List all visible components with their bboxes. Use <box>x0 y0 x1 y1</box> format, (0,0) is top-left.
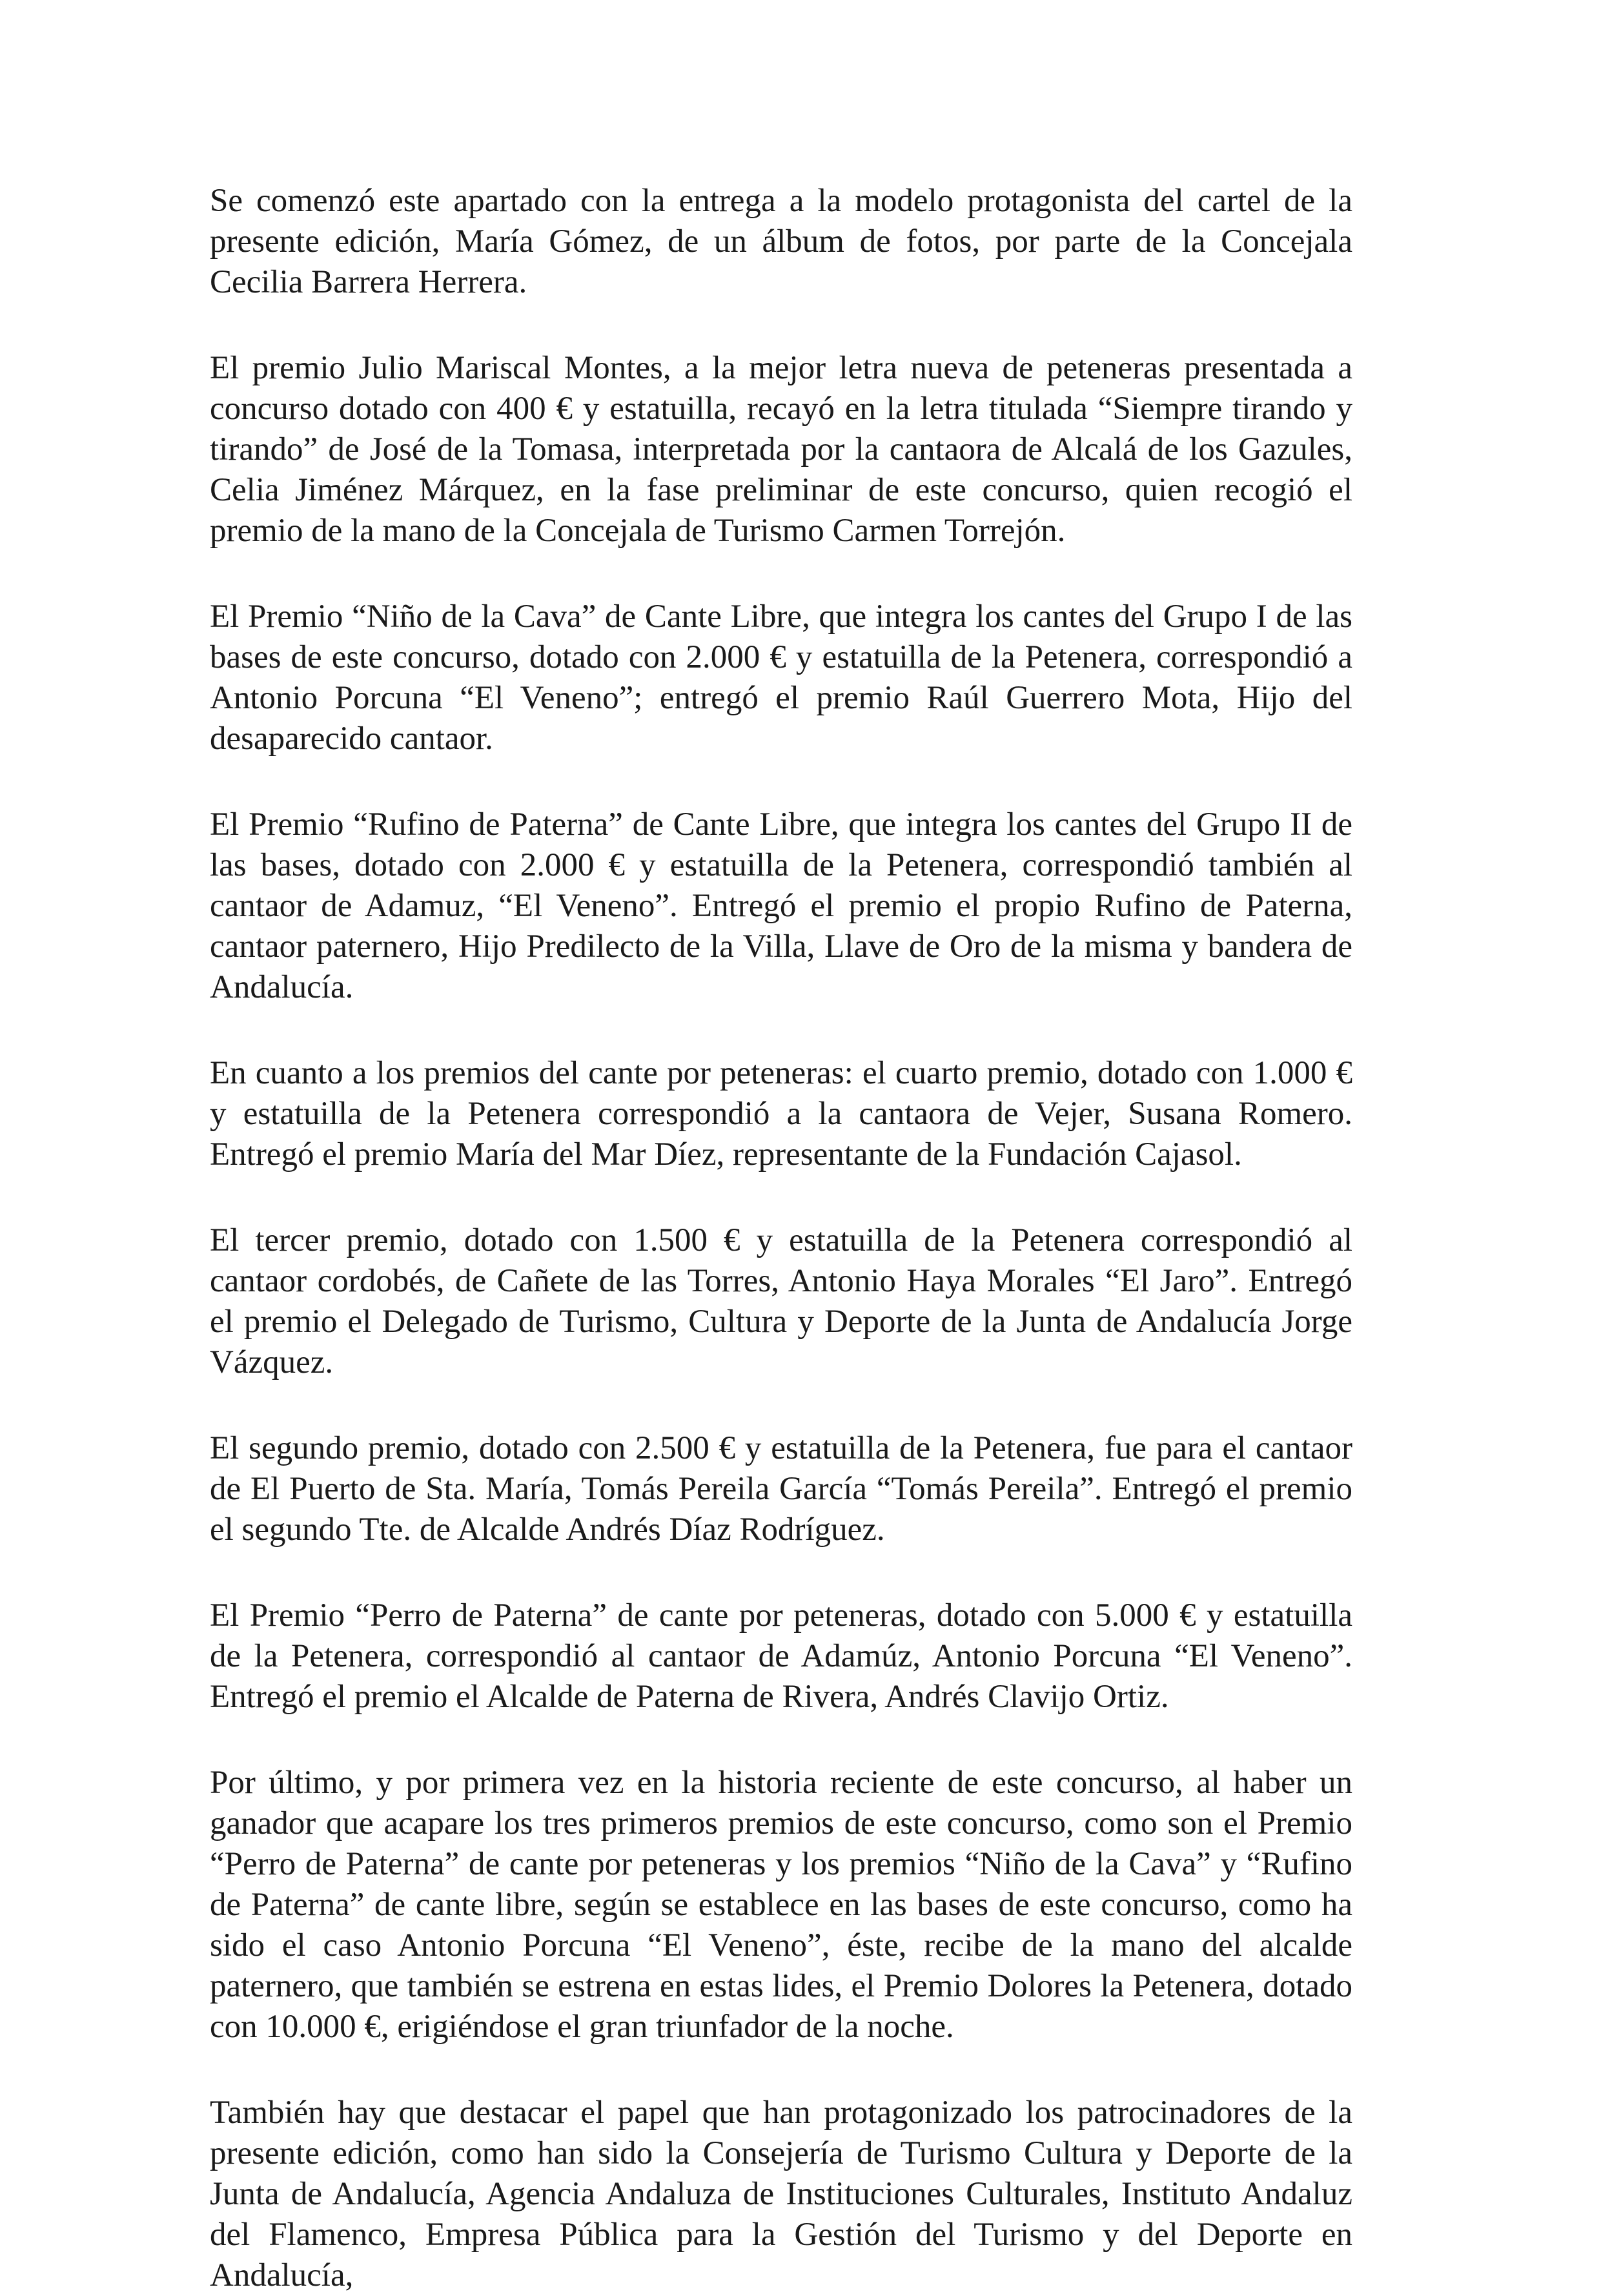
paragraph-intro: Se comenzó este apartado con la entrega a la modelo protagonista del cartel de la presente edición, María Gómez, de un álbum de fotos, por parte de la Concejala Cecilia Barrera Herrera. <box>210 183 1352 300</box>
paragraph-premio-nino-de-la-cava: El Premio “Niño de la Cava” de Cante Libre, que integra los cantes del Grupo I de las bases de este concurso, dotado con 2.000 € y estatuilla de la Petenera, correspondió a Antonio Porcuna “El Veneno”; entregó el premio Raúl Guerrero Mota, Hijo del desaparecido cantaor. <box>210 599 1352 757</box>
paragraph-patrocinadores: También hay que destacar el papel que han protagonizado los patrocinadores de la presente edición, como han sido la Consejería de Turismo Cultura y Deporte de la Junta de Andalucía, Agencia Andaluza de Instituciones Culturales, Instituto Andaluz del Flamenco, Empresa Pública para la Gestión del Turismo y del Deporte en Andalucía, <box>210 2095 1352 2293</box>
paragraph-premio-julio-mariscal: El premio Julio Mariscal Montes, a la mejor letra nueva de peteneras presentada a concurso dotado con 400 € y estatuilla, recayó en la letra titulada “Siempre tirando y tirando” de José de la Tomasa, interpretada por la cantaora de Alcalá de los Gazules, Celia Jiménez Márquez, en la fase preliminar de este concurso, quien recogió el premio de la mano de la Concejala de Turismo Carmen Torrejón. <box>210 350 1352 549</box>
paragraph-premio-rufino-de-paterna: El Premio “Rufino de Paterna” de Cante Libre, que integra los cantes del Grupo II de las bases, dotado con 2.000 € y estatuilla de la Petenera, correspondió también al cantaor de Adamuz, “El Veneno”. Entregó el premio el propio Rufino de Paterna, cantaor paternero, Hijo Predilecto de la Villa, Llave de Oro de la misma y bandera de Andalucía. <box>210 806 1352 1005</box>
paragraph-segundo-premio: El segundo premio, dotado con 2.500 € y estatuilla de la Petenera, fue para el cantaor de El Puerto de Sta. María, Tomás Pereila García “Tomás Pereila”. Entregó el premio el segundo Tte. de Alcalde Andrés Díaz Rodríguez. <box>210 1430 1352 1548</box>
document-body <box>210 181 1352 2296</box>
paragraph-cuarto-premio: En cuanto a los premios del cante por peteneras: el cuarto premio, dotado con 1.000 € y estatuilla de la Petenera correspondió a la cantaora de Vejer, Susana Romero. Entregó el premio María del Mar Díez, representante de la Fundación Cajasol. <box>210 1055 1352 1173</box>
paragraph-premio-perro-de-paterna: El Premio “Perro de Paterna” de cante por peteneras, dotado con 5.000 € y estatuilla de la Petenera, correspondió al cantaor de Adamúz, Antonio Porcuna “El Veneno”. Entregó el premio el Alcalde de Paterna de Rivera, Andrés Clavijo Ortiz. <box>210 1597 1352 1715</box>
paragraph-premio-dolores-la-petenera: Por último, y por primera vez en la historia reciente de este concurso, al haber un ganador que acapare los tres primeros premios de este concurso, como son el Premio “Perro de Paterna” de cante por peteneras y los premios “Niño de la Cava” y “Rufino de Paterna” de cante libre, según se establece en las bases de este concurso, como ha sido el caso Antonio Porcuna “El Veneno”, éste, recibe de la mano del alcalde paternero, que también se estrena en estas lides, el Premio Dolores la Petenera, dotado con 10.000 €, erigiéndose el gran triunfador de la noche. <box>210 1765 1352 2045</box>
paragraph-tercer-premio: El tercer premio, dotado con 1.500 € y estatuilla de la Petenera correspondió al cantaor cordobés, de Cañete de las Torres, Antonio Haya Morales “El Jaro”. Entregó el premio el Delegado de Turismo, Cultura y Deporte de la Junta de Andalucía Jorge Vázquez. <box>210 1222 1352 1380</box>
